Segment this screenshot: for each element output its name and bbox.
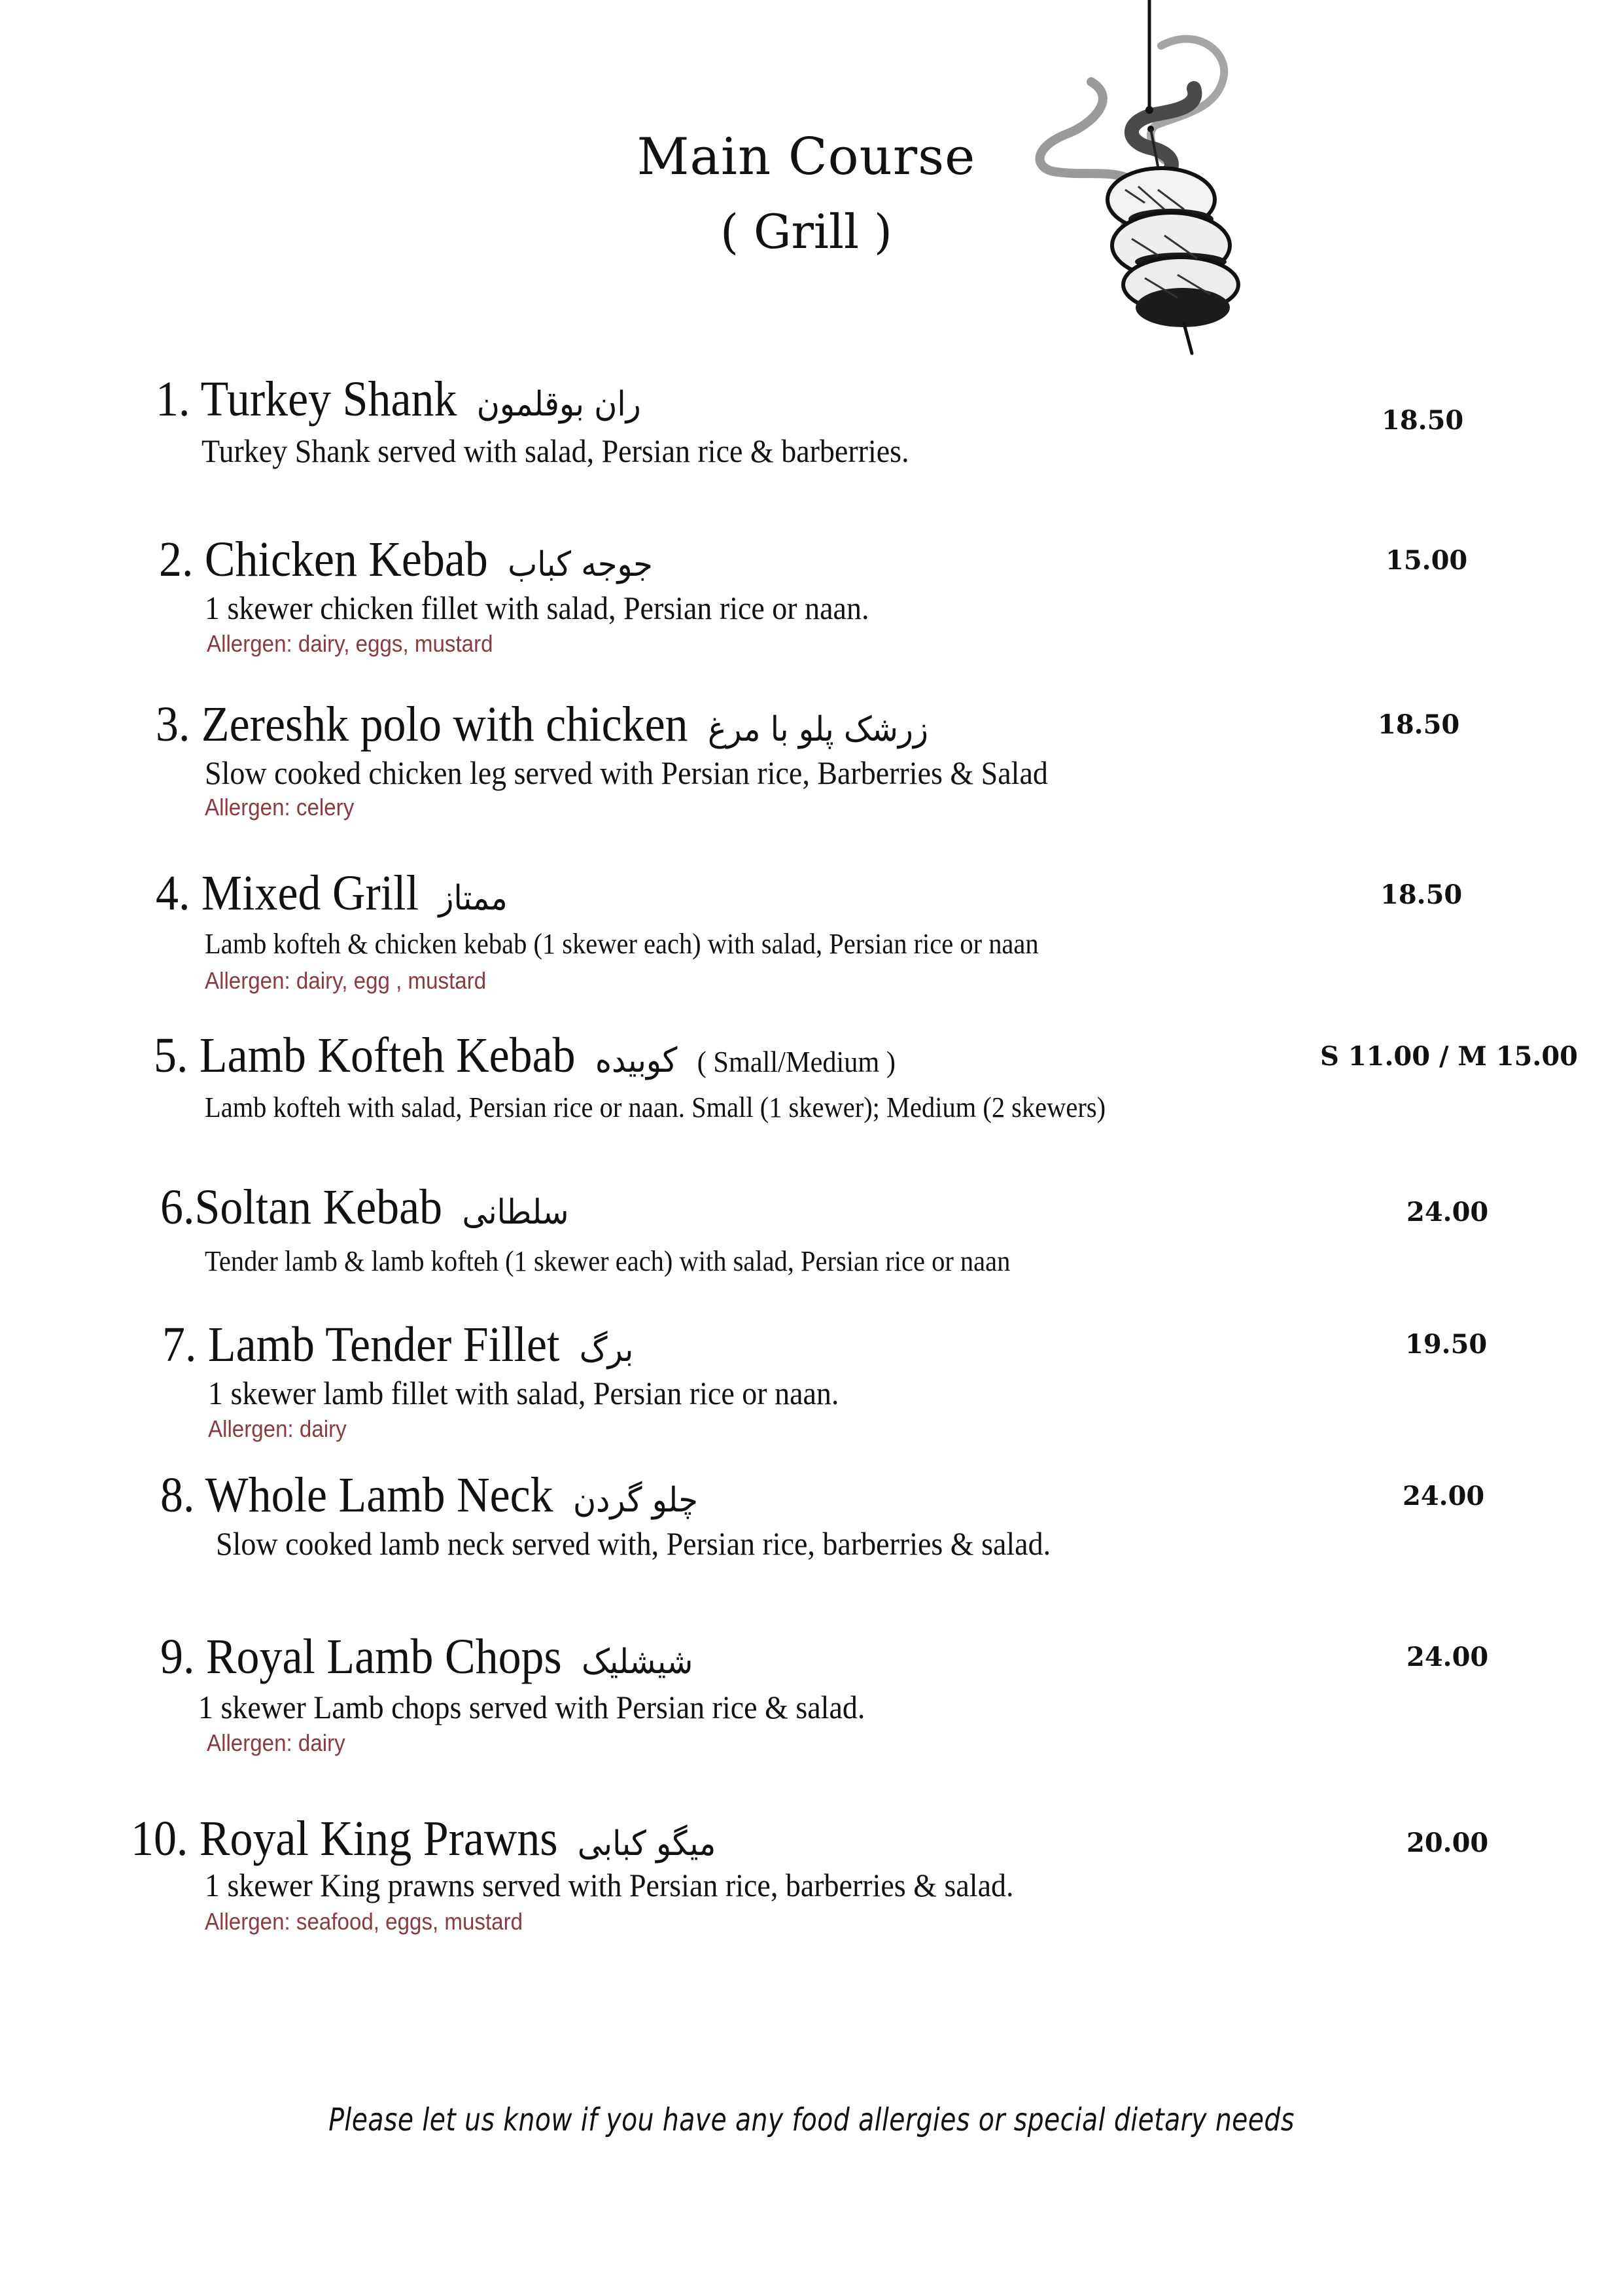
item-description: Turkey Shank served with salad, Persian rice & barberries. xyxy=(201,433,909,469)
item-allergen: Allergen: dairy, egg , mustard xyxy=(205,967,487,994)
item-name: 4. Mixed Grill ممتاز xyxy=(156,866,508,921)
item-description: Tender lamb & lamb kofteh (1 skewer each) with salad, Persian rice or naan xyxy=(205,1245,1011,1277)
item-description: Lamb kofteh with salad, Persian rice or naan. Small (1 skewer); Medium (2 skewers) xyxy=(205,1091,1106,1123)
item-name-persian: زرشک پلو با مرغ xyxy=(707,710,929,749)
item-name-persian: میگو کبابی xyxy=(577,1824,716,1863)
item-name: 9. Royal Lamb Chops شیشلیک xyxy=(160,1629,693,1684)
item-description: 1 skewer Lamb chops served with Persian rice & salad. xyxy=(198,1689,865,1725)
item-price: 15.00 xyxy=(1386,545,1468,576)
item-price: 18.50 xyxy=(1378,709,1460,740)
item-price: 24.00 xyxy=(1406,1197,1489,1227)
item-description: Slow cooked lamb neck served with, Persian rice, barberries & salad. xyxy=(216,1525,1051,1562)
item-allergen: Allergen: dairy xyxy=(207,1729,345,1756)
item-name-persian: ران بوقلمون xyxy=(476,385,641,424)
item-name-persian: جوجه کباب xyxy=(508,545,653,584)
item-allergen: Allergen: dairy, eggs, mustard xyxy=(207,630,493,657)
item-price: S 11.00 / M 15.00 xyxy=(1320,1041,1578,1072)
item-name-persian: شیشلیک xyxy=(582,1642,693,1682)
item-price: 18.50 xyxy=(1382,405,1464,436)
item-description: 1 skewer chicken fillet with salad, Persian rice or naan. xyxy=(205,590,869,626)
item-description: 1 skewer King prawns served with Persian rice, barberries & salad. xyxy=(205,1867,1014,1903)
item-name: 8. Whole Lamb Neck چلو گردن xyxy=(160,1468,698,1523)
item-price: 18.50 xyxy=(1380,879,1463,910)
item-name: 2. Chicken Kebab جوجه کباب xyxy=(159,532,653,587)
item-allergen: Allergen: dairy xyxy=(208,1415,347,1442)
item-name-persian: سلطانی xyxy=(462,1193,569,1232)
item-name: 7. Lamb Tender Fillet برگ xyxy=(162,1317,634,1372)
menu-header xyxy=(0,124,1618,264)
item-price: 19.50 xyxy=(1405,1329,1488,1360)
item-name: 1. Turkey Shank ران بوقلمون xyxy=(156,372,641,427)
kebab-skewer-icon xyxy=(1014,0,1276,497)
item-name-persian: برگ xyxy=(579,1330,634,1369)
item-allergen: Allergen: celery xyxy=(205,794,355,821)
item-name: 6.Soltan Kebab سلطانی xyxy=(160,1180,569,1235)
page-title: Main Course xyxy=(637,128,976,186)
item-name: 10. Royal King Prawns میگو کبابی xyxy=(131,1811,716,1866)
item-price: 24.00 xyxy=(1406,1642,1489,1672)
item-name-persian: کوبیده xyxy=(595,1041,678,1080)
item-description: Lamb kofteh & chicken kebab (1 skewer each) with salad, Persian rice or naan xyxy=(205,928,1039,960)
item-name-persian: چلو گردن xyxy=(572,1481,698,1520)
item-name: 3. Zereshk polo with chicken زرشک پلو با مرغ xyxy=(156,697,929,752)
item-allergen: Allergen: seafood, eggs, mustard xyxy=(205,1908,523,1935)
item-description: 1 skewer lamb fillet with salad, Persian rice or naan. xyxy=(208,1375,839,1411)
item-price: 24.00 xyxy=(1403,1481,1485,1511)
item-size-note: ( Small/Medium ) xyxy=(697,1045,896,1078)
allergy-notice: Please let us know if you have any food allergies or special dietary needs xyxy=(328,2102,1295,2138)
item-name-persian: ممتاز xyxy=(438,879,508,918)
item-name: 5. Lamb Kofteh Kebab کوبیده ( Small/Medium ) xyxy=(154,1028,896,1083)
page-subtitle: ( Grill ) xyxy=(720,204,892,259)
item-description: Slow cooked chicken leg served with Persian rice, Barberries & Salad xyxy=(205,754,1048,791)
item-price: 20.00 xyxy=(1406,1828,1489,1858)
